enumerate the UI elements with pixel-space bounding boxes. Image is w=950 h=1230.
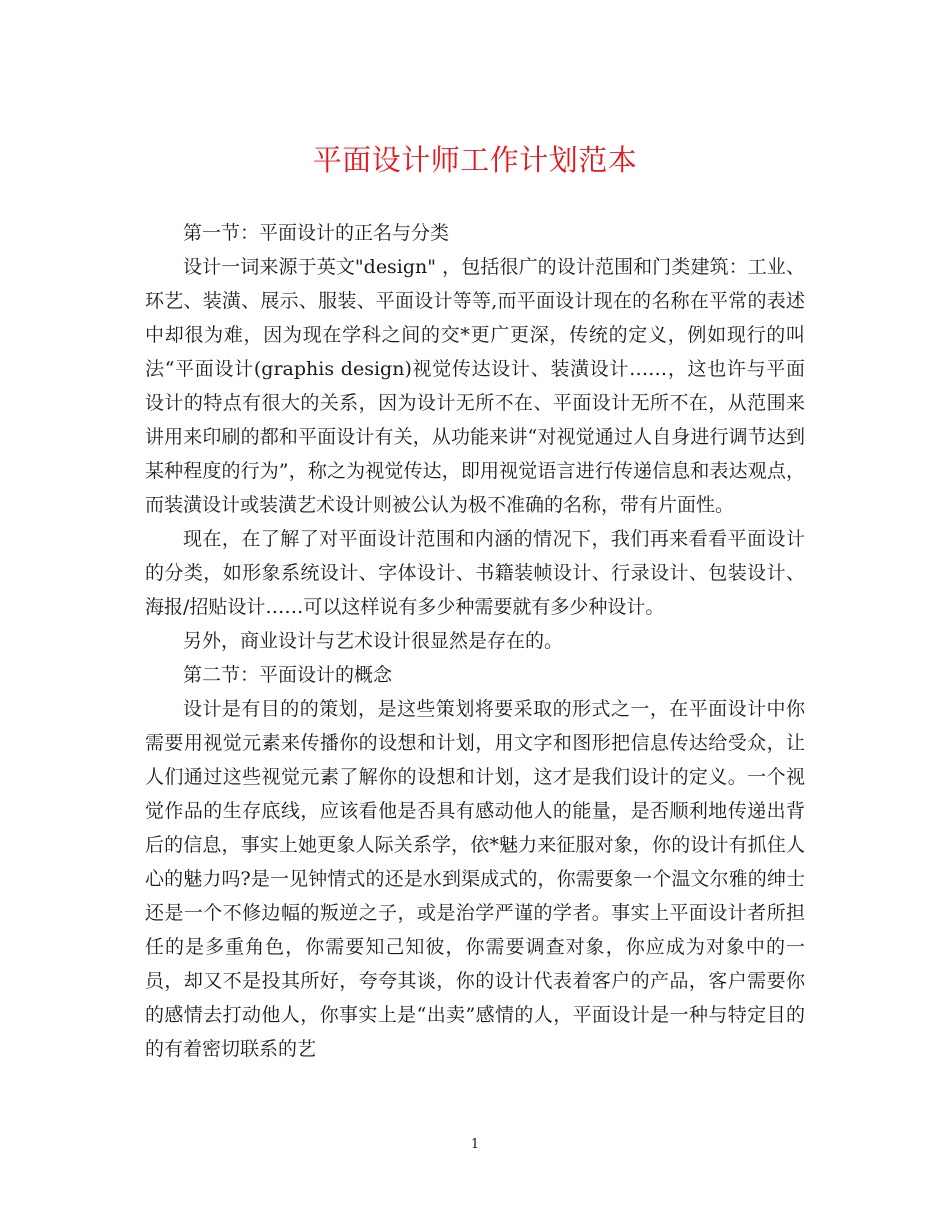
paragraph-design-categories: 现在，在了解了对平面设计范围和内涵的情况下，我们再来看看平面设计的分类，如形象系统设计、字体设计、书籍装帧设计、行录设计、包装设计、海报/招贴设计……可以这样说有多少种需要就有多少种设计。	[145, 528, 805, 618]
paragraph-design-origin: 设计一词来源于英文"design" ，包括很广的设计范围和门类建筑：工业、环艺、装潢、展示、服装、平面设计等等,而平面设计现在的名称在平常的表述中却很为难，因为现在学科之间的交*更广更深，传统的定义，例如现行的叫法“平面设计(graphis design)视觉传达设计、装潢设计……，这也许与平面设计的特点有很大的关系，因为设计无所不在、平面设计无所不在，从范围来讲用来印刷的都和平面设计有关，从功能来讲“对视觉通过人自身进行调节达到某种程度的行为”，称之为视觉传达，即用视觉语言进行传递信息和表达观点，而装潢设计或装潢艺术设计则被公认为极不准确的名称，带有片面性。	[145, 256, 805, 516]
page-number: 1	[470, 1137, 480, 1152]
paragraph-commercial-art: 另外，商业设计与艺术设计很显然是存在的。	[183, 630, 564, 652]
document-body	[145, 216, 805, 1066]
document-title: 平面设计师工作计划范本	[312, 143, 638, 177]
section-heading-1: 第一节：平面设计的正名与分类	[183, 222, 450, 244]
section-heading-2: 第二节：平面设计的概念	[183, 664, 393, 686]
paragraph-design-concept: 设计是有目的的策划，是这些策划将要采取的形式之一，在平面设计中你需要用视觉元素来传播你的设想和计划，用文字和图形把信息传达给受众，让人们通过这些视觉元素了解你的设想和计划，这才是我们设计的定义。一个视觉作品的生存底线，应该看他是否具有感动他人的能量，是否顺利地传递出背后的信息，事实上她更象人际关系学，依*魅力来征服对象，你的设计有抓住人心的魅力吗?是一见钟情式的还是水到渠成式的，你需要象一个温文尔雅的绅士还是一个不修边幅的叛逆之子，或是治学严谨的学者。事实上平面设计者所担任的是多重角色，你需要知己知彼，你需要调查对象，你应成为对象中的一员，却又不是投其所好，夸夸其谈，你的设计代表着客户的产品，客户需要你的感情去打动他人，你事实上是“出卖”感情的人，平面设计是一种与特定目的的有着密切联系的艺	[145, 698, 805, 1060]
